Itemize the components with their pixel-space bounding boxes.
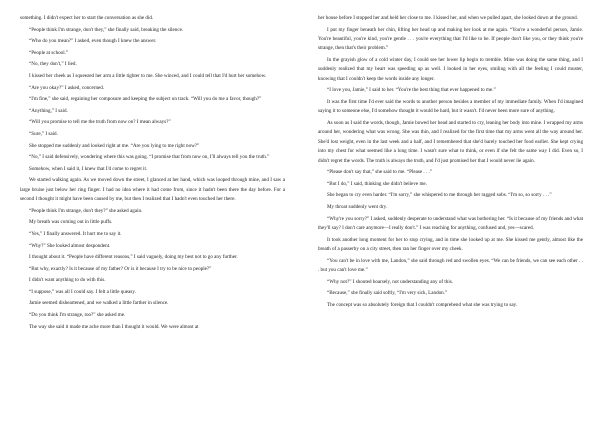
- right-paragraph: “Because,” she finally said softly, “I'm very sick, Landon.”: [327, 290, 448, 297]
- left-paragraph: My breath was coming out in little puffs.: [29, 219, 113, 226]
- right-paragraph: I put my finger beneath her chin, lifting her head up and making her look at me again. “You're a wonderful person, Jamie. You're beautiful, you're kind, you're gentle . . . you're everything that I'd like to be. If people don't like you, or they think you're strange, then that's their problem.”: [318, 26, 583, 52]
- right-paragraph: It was the first time I'd ever said the words to another person besides a member of my immediate family. When I'd imagined saying it to someone else, I'd somehow thought it would be hard, but it wasn't. I'd never been more sure of anything.: [318, 99, 583, 115]
- left-paragraph: “No, they don't,” I lied.: [29, 61, 77, 68]
- left-paragraph: “Anything,” I said.: [29, 107, 68, 114]
- left-paragraph: Somehow, when I said it, I knew that I'd come to regret it.: [29, 165, 148, 172]
- right-paragraph: “I love you, Jamie,” I said to her. “You're the best thing that ever happened to me.”: [327, 87, 496, 94]
- left-paragraph: “Are you okay?” I asked, concerned.: [29, 84, 105, 91]
- left-paragraph: We started walking again. As we moved down the street, I glanced at her hand, which was looped through mine, and I saw a large bruise just below her ring finger. I had no idea where it had come from, since it hadn't been there the day before. For a second I thought it might have been caused by me, but then I realized that I hadn't even touched her there.: [20, 177, 285, 203]
- left-paragraph: “Sure,” I said.: [29, 130, 58, 137]
- right-paragraph: My throat suddenly went dry.: [327, 204, 388, 210]
- left-paragraph: “Will you promise to tell me the truth from now on? I mean always?”: [29, 119, 171, 126]
- left-paragraph: “Yes,” I finally answered. It hurt me to say it.: [29, 230, 122, 237]
- right-paragraph: “You can't be in love with me, Landon,” she said through red and swollen eyes. “We can be friends, we can see each other . . . but you can't love me.”: [318, 257, 583, 273]
- left-paragraph: I thought about it. “People have different reasons,” I said vaguely, doing my best not to go any further.: [29, 254, 238, 261]
- left-paragraph: “People think I'm strange, don't they?” she asked again.: [29, 207, 143, 214]
- right-paragraph: “Why're you sorry?” I asked, suddenly desperate to understand what was bothering her. “Is it because of my friends and what they'll say? I don't care anymore—I really don't.” I was reaching for anything, confused and, yes—scared.: [318, 215, 583, 231]
- left-paragraph: The way she said it made me ache more than I thought it would. We were almost at: [29, 323, 199, 330]
- left-paragraph: “No,” I said defensively, wondering where this was going. “I promise that from now on, I'll always tell you the truth.”: [29, 154, 270, 161]
- left-paragraph: “I suppose,” was all I could say. I felt a little queasy.: [29, 288, 136, 295]
- left-paragraph: “Why?” She looked almost despondent.: [29, 242, 111, 249]
- left-paragraph: I didn't want anything to do with this.: [29, 277, 106, 284]
- left-paragraph: “Do you think I'm strange, too?” she asked me.: [29, 312, 126, 319]
- right-paragraph: “Why not?” I shouted hoarsely, not understanding any of this.: [327, 278, 453, 285]
- left-page-column: [20, 14, 285, 334]
- right-paragraph: It took another long moment for her to stop crying, and in time she looked up at me. She kissed me gently, almost like the breath of a passerby on a city street, then ran her finger over my cheek.: [318, 236, 583, 252]
- right-paragraph: her house before I stopped her and held her close to me. I kissed her, and when we pulled apart, she looked down at the ground.: [318, 15, 578, 21]
- right-paragraph: As soon as I said the words, though, Jamie bowed her head and started to cry, leaning her body into mine. I wrapped my arms around her, wondering what was wrong. She was thin, and I realized for the first time that my arms went all the way around her. She'd lost weight, even in the last week and a half, and I remembered that she'd barely touched her food earlier. She kept crying into my chest for what seemed like a long time. I wasn't sure what to think, or even if she felt the same way I did. Even so, I didn't regret the words. The truth is always the truth, and I'd just promised her that I would never lie again.: [318, 120, 583, 164]
- left-paragraph: Jamie seemed disheartened, and we walked a little farther in silence.: [29, 300, 169, 307]
- right-paragraph: “But I do,” I said, thinking she didn't believe me.: [327, 180, 427, 187]
- left-paragraph: “I'm fine,” she said, regaining her composure and keeping the subject on track. “Will you do me a favor, though?”: [29, 96, 262, 103]
- left-paragraph: “People at school.”: [29, 49, 69, 56]
- left-paragraph: I kissed her cheek as I squeezed her arm a little tighter to me. She winced, and I could tell that I'd hurt her somehow.: [29, 72, 267, 79]
- right-paragraph: In the grayish glow of a cold winter day, I could see her lower lip begin to tremble. Mine was doing the same thing, and I suddenly realized that my heart was speeding up as well. I looked in her eyes, smiling with all the feeling I could muster, knowing that I couldn't keep the words inside any longer.: [318, 57, 583, 82]
- left-paragraph: “But why, exactly? Is it because of my father? Or is it because I try to be nice to people?”: [29, 265, 212, 272]
- left-paragraph: something. I didn't expect her to start the conversation as she did.: [20, 15, 154, 21]
- right-paragraph: “Please don't say that,” she said to me. “Please . . .”: [327, 169, 433, 176]
- right-paragraph: She began to cry even harder. “I'm sorry,” she whispered to me through her ragged sobs. “I'm so, so sorry . . .”: [327, 192, 552, 199]
- left-paragraph: She stopped me suddenly and looked right at me. “Are you lying to me right now?”: [29, 142, 200, 149]
- left-paragraph: “Who do you mean?” I asked, even though I knew the answer.: [29, 38, 157, 45]
- right-paragraph: The concept was so absolutely foreign that I couldn't comprehend what she was trying to say.: [327, 301, 518, 308]
- left-paragraph: “People think I'm strange, don't they,” she finally said, breaking the silence.: [29, 26, 184, 33]
- right-page-column: [318, 14, 583, 312]
